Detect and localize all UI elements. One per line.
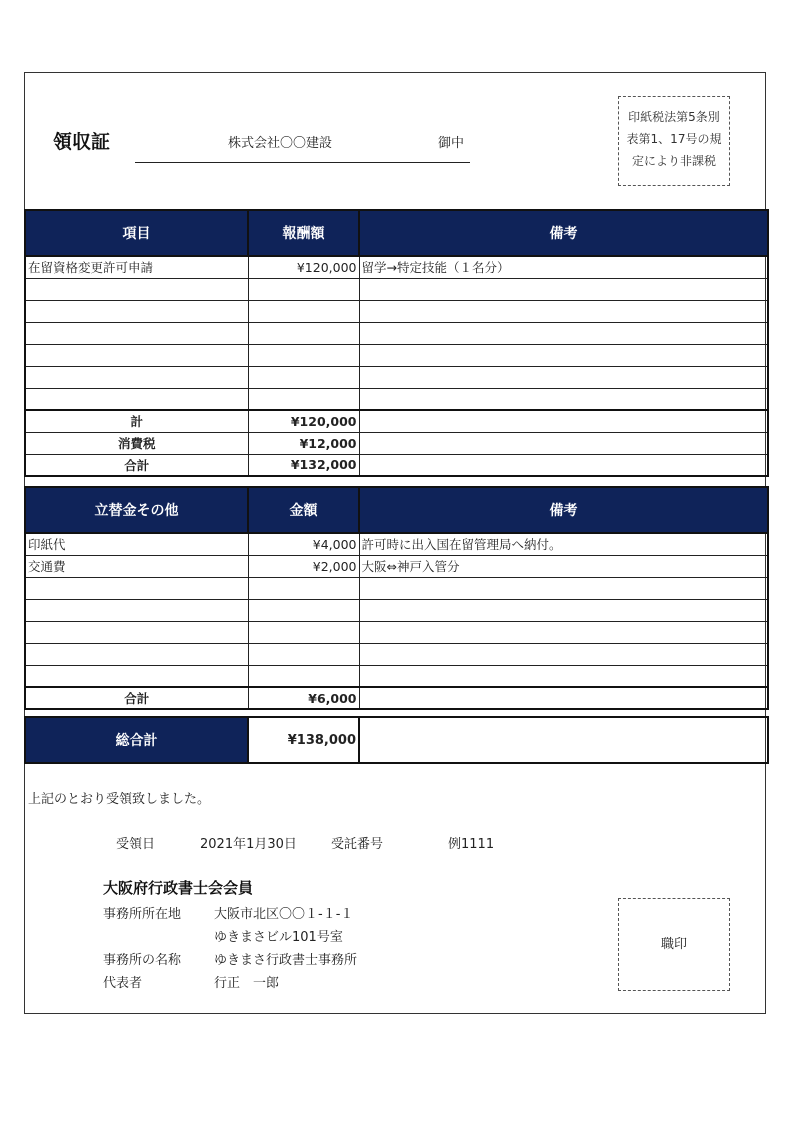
fees-subtotal-note xyxy=(359,410,768,432)
expense-note xyxy=(359,621,768,643)
expense-note: 許可時に出入国在留管理局へ納付。 xyxy=(359,533,768,555)
addressee-name: 株式会社〇〇建設 xyxy=(228,136,333,151)
expense-item: 印紙代 xyxy=(25,533,248,555)
fees-total-amount: ¥132,000 xyxy=(248,454,359,476)
fees-tax-row xyxy=(25,432,768,454)
fees-tax-note xyxy=(359,432,768,454)
office-name: ゆきまさ行政書士事務所 xyxy=(214,953,358,968)
expenses-header-item: 立替金その他 xyxy=(25,487,248,533)
expense-amount: ¥2,000 xyxy=(248,555,359,577)
expense-item xyxy=(25,577,248,599)
table-row xyxy=(25,555,768,577)
receipt-date: 2021年1月30日 xyxy=(200,837,297,852)
grand-total-table xyxy=(24,716,769,764)
fee-note xyxy=(359,366,768,388)
office-address-line1: 大阪市北区〇〇１-１-１ xyxy=(214,907,354,922)
fee-item xyxy=(25,344,248,366)
table-row xyxy=(25,256,768,278)
table-row xyxy=(25,300,768,322)
addressee-underline xyxy=(135,162,470,163)
receipt-date-label: 受領日 xyxy=(116,837,156,852)
fees-header-amount: 報酬額 xyxy=(248,210,359,256)
expenses-header-note: 備考 xyxy=(359,487,768,533)
expense-amount xyxy=(248,643,359,665)
table-row xyxy=(25,278,768,300)
fee-amount xyxy=(248,322,359,344)
expense-item xyxy=(25,643,248,665)
fees-table xyxy=(24,209,769,477)
expense-note xyxy=(359,665,768,687)
fee-item xyxy=(25,322,248,344)
table-row xyxy=(25,344,768,366)
expense-amount: ¥4,000 xyxy=(248,533,359,555)
fees-tax-label: 消費税 xyxy=(25,432,248,454)
fee-note: 留学→特定技能（１名分） xyxy=(359,256,768,278)
fees-total-note xyxy=(359,454,768,476)
representative-label: 代表者 xyxy=(103,976,143,991)
fees-tax-amount: ¥12,000 xyxy=(248,432,359,454)
table-row xyxy=(25,665,768,687)
fee-note xyxy=(359,322,768,344)
fees-total-label: 合計 xyxy=(25,454,248,476)
expense-note: 大阪⇔神戸入管分 xyxy=(359,555,768,577)
receipt-number-label: 受託番号 xyxy=(331,837,384,852)
receipt-number: 例1111 xyxy=(448,837,495,852)
fees-total-row xyxy=(25,454,768,476)
fee-item xyxy=(25,300,248,322)
expense-amount xyxy=(248,599,359,621)
fees-subtotal-amount: ¥120,000 xyxy=(248,410,359,432)
fee-amount xyxy=(248,388,359,410)
stamp-note-line-1: 印紙税法第5条別 xyxy=(628,110,720,124)
fee-amount: ¥120,000 xyxy=(248,256,359,278)
expense-amount xyxy=(248,621,359,643)
office-address-label: 事務所所在地 xyxy=(103,907,182,922)
expense-item xyxy=(25,599,248,621)
table-row xyxy=(25,322,768,344)
table-row xyxy=(25,599,768,621)
grand-total-row xyxy=(25,717,768,763)
expenses-total-note xyxy=(359,687,768,709)
fees-header-item: 項目 xyxy=(25,210,248,256)
grand-total-label: 総合計 xyxy=(25,717,248,763)
table-row xyxy=(25,533,768,555)
expense-note xyxy=(359,577,768,599)
stamp-note-line-3: 定により非課税 xyxy=(631,154,716,168)
grand-total-amount: ¥138,000 xyxy=(248,717,359,763)
table-row xyxy=(25,621,768,643)
expenses-total-amount: ¥6,000 xyxy=(248,687,359,709)
expenses-header-row xyxy=(25,487,768,533)
expense-amount xyxy=(248,577,359,599)
fee-amount xyxy=(248,300,359,322)
fees-header-row xyxy=(25,210,768,256)
fee-note xyxy=(359,278,768,300)
table-row xyxy=(25,366,768,388)
office-name-label: 事務所の名称 xyxy=(103,953,182,968)
expense-item xyxy=(25,621,248,643)
expense-note xyxy=(359,599,768,621)
fees-header-note: 備考 xyxy=(359,210,768,256)
expense-note xyxy=(359,643,768,665)
representative-name: 行正 一郎 xyxy=(214,976,280,991)
document-title: 領収証 xyxy=(53,131,111,153)
table-row xyxy=(25,643,768,665)
receipt-statement: 上記のとおり受領致しました。 xyxy=(28,792,211,807)
expense-amount xyxy=(248,665,359,687)
fee-note xyxy=(359,344,768,366)
fee-item xyxy=(25,278,248,300)
fees-subtotal-label: 計 xyxy=(25,410,248,432)
fee-amount xyxy=(248,344,359,366)
fee-note xyxy=(359,388,768,410)
stamp-note-line-2: 表第1、17号の規 xyxy=(626,132,722,146)
fee-item xyxy=(25,388,248,410)
fee-item xyxy=(25,366,248,388)
stamp-tax-note-box xyxy=(618,96,730,186)
grand-total-note xyxy=(359,717,768,763)
expense-item xyxy=(25,665,248,687)
official-seal-label: 職印 xyxy=(660,937,687,952)
fee-amount xyxy=(248,366,359,388)
association-title: 大阪府行政書士会会員 xyxy=(103,879,254,897)
fee-item: 在留資格変更許可申請 xyxy=(25,256,248,278)
office-address-line2: ゆきまさビル101号室 xyxy=(214,930,343,945)
expenses-total-row xyxy=(25,687,768,709)
official-seal-box xyxy=(618,898,730,991)
expenses-table xyxy=(24,486,769,710)
expenses-header-amount: 金額 xyxy=(248,487,359,533)
addressee-honorific: 御中 xyxy=(438,136,465,151)
table-row xyxy=(25,577,768,599)
fee-amount xyxy=(248,278,359,300)
expenses-total-label: 合計 xyxy=(25,687,248,709)
expense-item: 交通費 xyxy=(25,555,248,577)
fee-note xyxy=(359,300,768,322)
fees-subtotal-row xyxy=(25,410,768,432)
table-row xyxy=(25,388,768,410)
